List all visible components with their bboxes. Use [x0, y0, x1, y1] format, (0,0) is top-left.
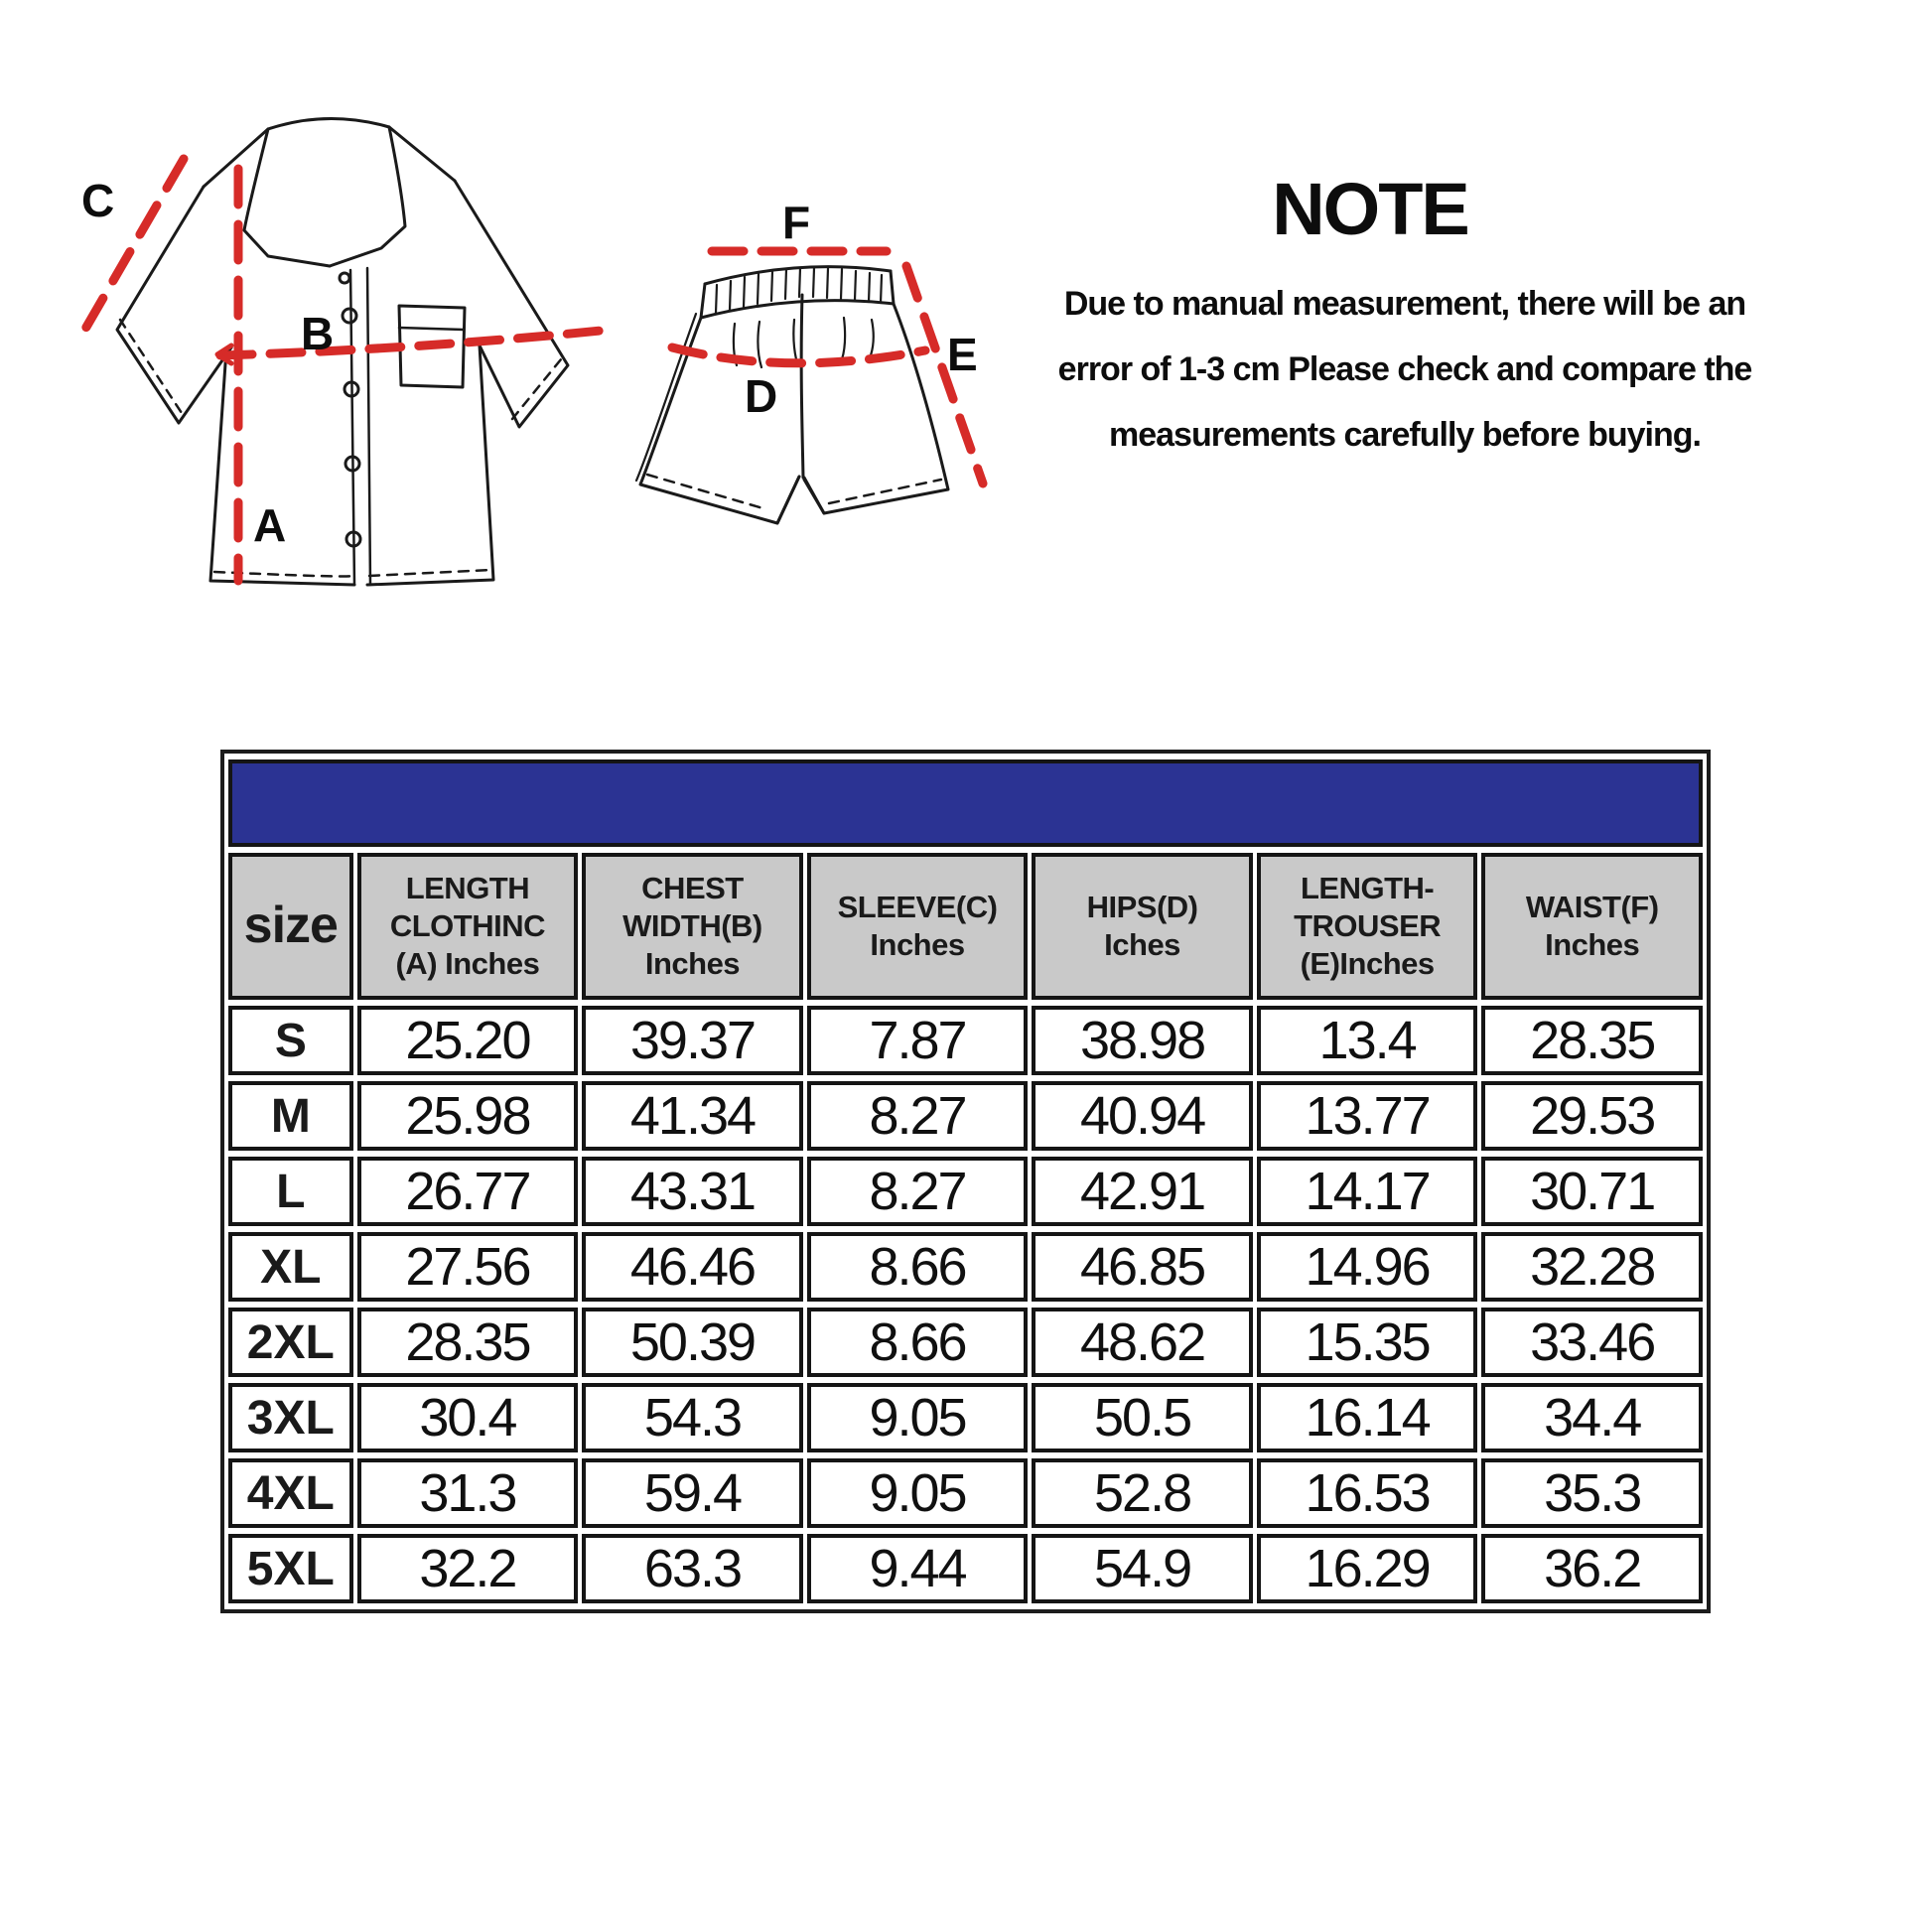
measurement-value: 30.4 — [357, 1383, 579, 1452]
measurement-value: 36.2 — [1481, 1534, 1703, 1603]
measurement-value: 16.14 — [1257, 1383, 1478, 1452]
note-line-3: measurements carefully before buying. — [1109, 416, 1701, 454]
pajama-shorts-drawing — [636, 267, 948, 523]
measurement-value: 63.3 — [582, 1534, 803, 1603]
size-table-body — [228, 1006, 1703, 1603]
note-line-1: Due to manual measurement, there will be an — [1063, 285, 1746, 323]
size-label: M — [228, 1081, 353, 1151]
chest-line-b — [220, 330, 611, 355]
column-header-hips — [1032, 853, 1253, 1000]
hips-line-d — [672, 347, 925, 363]
size-label: S — [228, 1006, 353, 1075]
column-header-line: WAIST(F) — [1525, 890, 1659, 925]
measurement-value: 25.20 — [357, 1006, 579, 1075]
measurement-value: 14.96 — [1257, 1232, 1478, 1302]
measurement-lines — [77, 159, 983, 581]
column-header-line: Inches — [644, 945, 741, 981]
measurement-value: 46.85 — [1032, 1232, 1253, 1302]
measurement-value: 38.98 — [1032, 1006, 1253, 1075]
measurement-value: 8.66 — [807, 1308, 1029, 1377]
size-label: 4XL — [228, 1458, 353, 1528]
measurement-value: 26.77 — [357, 1157, 579, 1226]
size-label: 5XL — [228, 1534, 353, 1603]
table-banner-row — [228, 759, 1703, 847]
column-header-line: WIDTH(B) — [622, 908, 762, 944]
measurement-value: 50.5 — [1032, 1383, 1253, 1452]
size-row-l — [228, 1157, 1703, 1226]
measurement-value: 32.2 — [357, 1534, 579, 1603]
size-row-3xl — [228, 1383, 1703, 1452]
measurement-value: 35.3 — [1481, 1458, 1703, 1528]
label-hips-d: D — [745, 370, 778, 422]
measurement-value: 54.3 — [582, 1383, 803, 1452]
measurement-value: 52.8 — [1032, 1458, 1253, 1528]
measurement-value: 9.05 — [807, 1383, 1029, 1452]
measurement-value: 31.3 — [357, 1458, 579, 1528]
size-row-m — [228, 1081, 1703, 1151]
measurement-value: 9.05 — [807, 1458, 1029, 1528]
measurement-value: 34.4 — [1481, 1383, 1703, 1452]
column-header-line: Iches — [1104, 927, 1180, 962]
column-header-line: Inches — [870, 927, 965, 962]
measurement-value: 48.62 — [1032, 1308, 1253, 1377]
note-title: NOTE — [1272, 168, 1468, 250]
column-header-line: (E)Inches — [1300, 945, 1435, 981]
measurement-value: 8.66 — [807, 1232, 1029, 1302]
column-header-line: HIPS(D) — [1086, 890, 1198, 925]
measurement-value: 54.9 — [1032, 1534, 1253, 1603]
note-section — [1023, 167, 1787, 482]
column-header-line: CLOTHINC — [389, 908, 545, 944]
measurement-value: 16.29 — [1257, 1534, 1478, 1603]
column-header-line: LENGTH — [405, 871, 530, 906]
column-header-line: SLEEVE(C) — [837, 890, 998, 925]
measurement-value: 14.17 — [1257, 1157, 1478, 1226]
column-header-size — [228, 853, 353, 1000]
label-waist-f: F — [782, 197, 811, 248]
measurement-value: 39.37 — [582, 1006, 803, 1075]
measurement-value: 46.46 — [582, 1232, 803, 1302]
measurement-value: 8.27 — [807, 1157, 1029, 1226]
label-sleeve-c: C — [81, 175, 115, 226]
note-text — [1023, 285, 1787, 454]
measurement-value: 27.56 — [357, 1232, 579, 1302]
column-header-line: size — [243, 897, 338, 955]
size-label: 2XL — [228, 1308, 353, 1377]
garment-measurement-diagram — [20, 89, 1023, 606]
size-table — [220, 750, 1711, 1613]
measurement-value: 50.39 — [582, 1308, 803, 1377]
label-length-a: A — [253, 499, 287, 551]
size-row-5xl — [228, 1534, 1703, 1603]
measurement-value: 32.28 — [1481, 1232, 1703, 1302]
size-label: 3XL — [228, 1383, 353, 1452]
column-header-sleeve — [807, 853, 1029, 1000]
label-trouser-e: E — [947, 329, 978, 380]
measurement-value: 30.71 — [1481, 1157, 1703, 1226]
measurement-value: 16.53 — [1257, 1458, 1478, 1528]
column-header-line: CHEST — [641, 871, 744, 906]
column-header-waist — [1481, 853, 1703, 1000]
column-header-line: Inches — [1545, 927, 1640, 962]
measurement-value: 7.87 — [807, 1006, 1029, 1075]
size-row-s — [228, 1006, 1703, 1075]
measurement-value: 41.34 — [582, 1081, 803, 1151]
column-header-length-trouser — [1257, 853, 1478, 1000]
column-header-line: (A) Inches — [395, 945, 540, 981]
size-table-wrap — [220, 750, 1711, 1613]
measurement-value: 28.35 — [357, 1308, 579, 1377]
measurement-value: 13.77 — [1257, 1081, 1478, 1151]
measurement-value: 33.46 — [1481, 1308, 1703, 1377]
measurement-value: 40.94 — [1032, 1081, 1253, 1151]
column-header-line: LENGTH- — [1300, 871, 1435, 906]
size-table-header-row — [228, 853, 1703, 1000]
measurement-value: 8.27 — [807, 1081, 1029, 1151]
label-chest-b: B — [301, 308, 335, 359]
measurement-value: 25.98 — [357, 1081, 579, 1151]
measurement-value: 59.4 — [582, 1458, 803, 1528]
size-row-2xl — [228, 1308, 1703, 1377]
size-row-4xl — [228, 1458, 1703, 1528]
column-header-length-clothing — [357, 853, 579, 1000]
size-label: L — [228, 1157, 353, 1226]
size-label: XL — [228, 1232, 353, 1302]
measurement-value: 9.44 — [807, 1534, 1029, 1603]
column-header-chest-width — [582, 853, 803, 1000]
measurement-value: 43.31 — [582, 1157, 803, 1226]
table-banner — [228, 759, 1703, 847]
note-line-2: error of 1-3 cm Please check and compare the — [1057, 350, 1752, 388]
measurement-value: 42.91 — [1032, 1157, 1253, 1226]
column-header-line: TROUSER — [1294, 908, 1442, 944]
size-row-xl — [228, 1232, 1703, 1302]
measurement-value: 15.35 — [1257, 1308, 1478, 1377]
measurement-value: 13.4 — [1257, 1006, 1478, 1075]
measurement-value: 28.35 — [1481, 1006, 1703, 1075]
measurement-value: 29.53 — [1481, 1081, 1703, 1151]
